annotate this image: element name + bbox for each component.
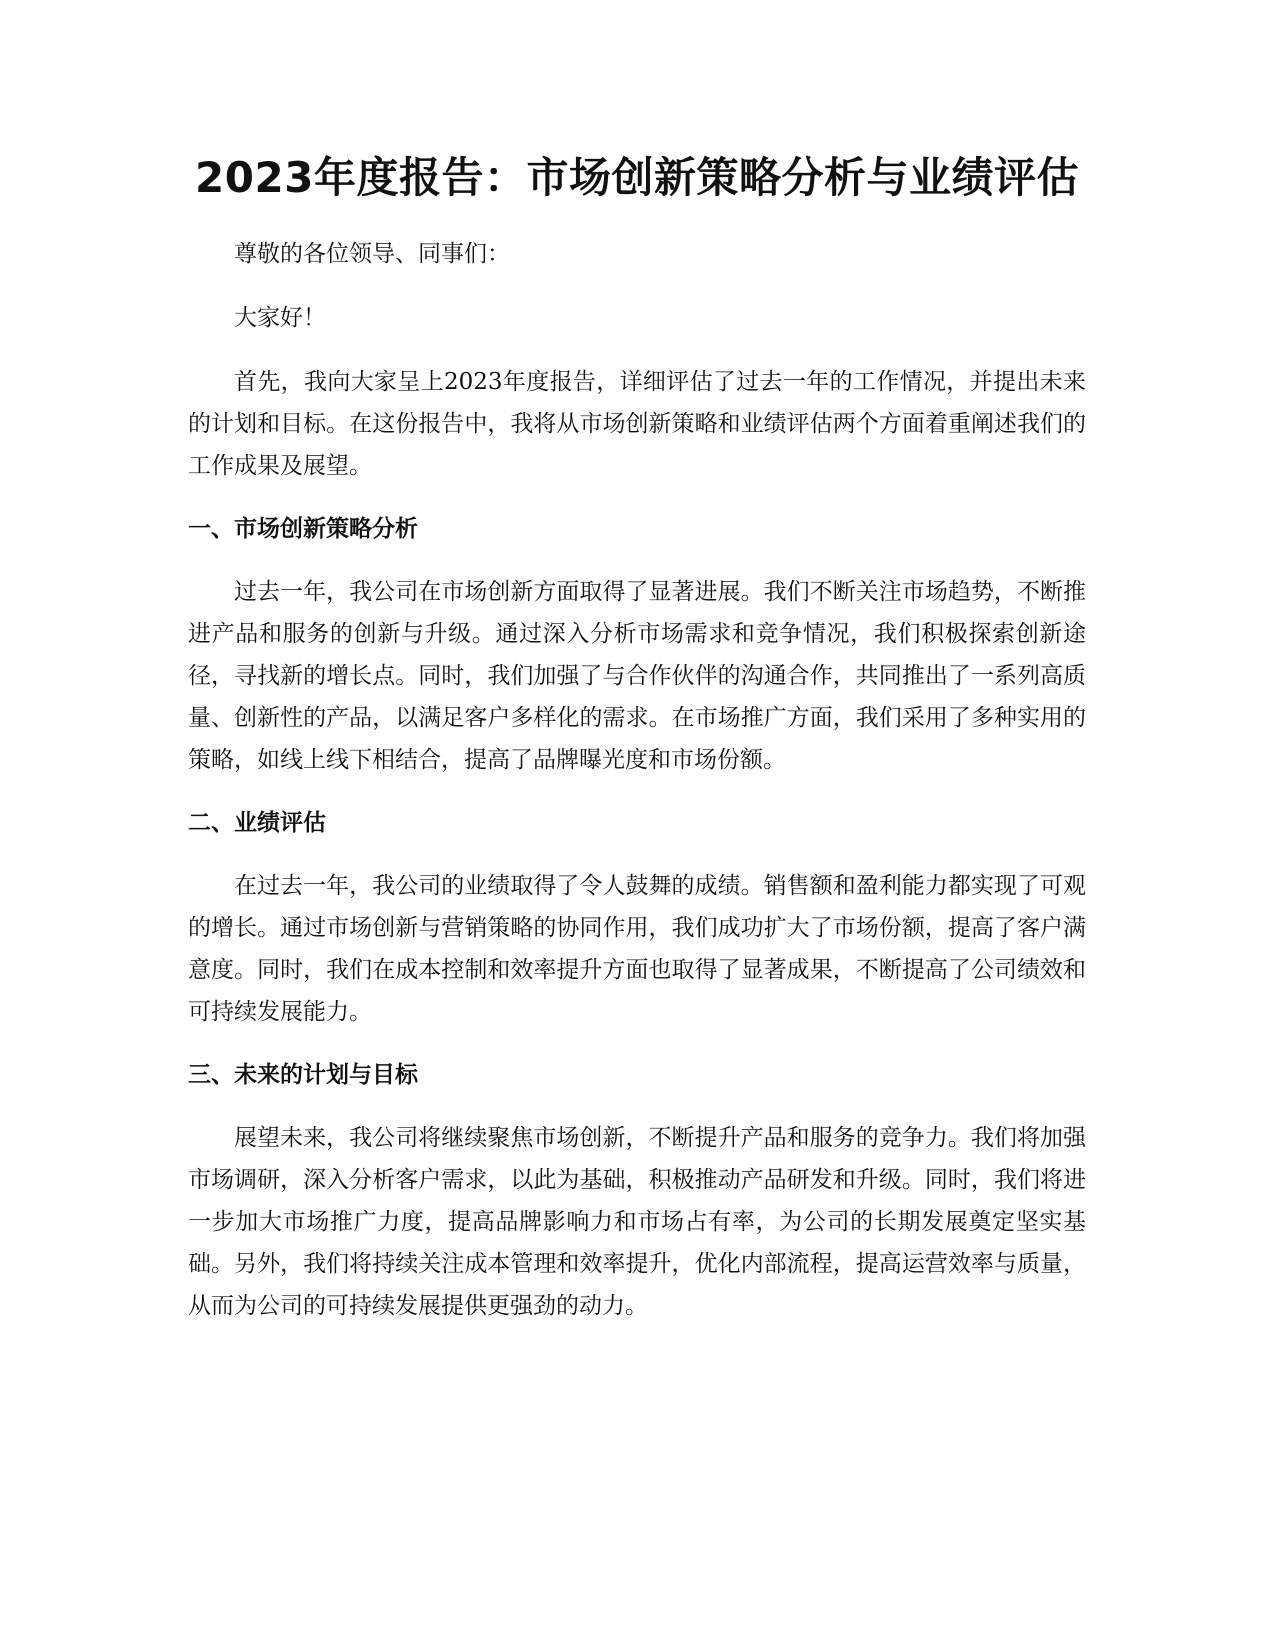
greeting-paragraph: 尊敬的各位领导、同事们： <box>234 241 510 267</box>
intro-paragraph: 首先，我向大家呈上2023年度报告，详细评估了过去一年的工作情况，并提出未来的计划和目标。在这份报告中，我将从市场创新策略和业绩评估两个方面着重阐述我们的工作成果及展望。 <box>188 369 1086 479</box>
section-heading-market-strategy: 一、市场创新策略分析 <box>188 516 418 542</box>
hello-paragraph: 大家好！ <box>234 305 326 331</box>
document-page <box>188 140 1086 1349</box>
section-body-performance: 在过去一年，我公司的业绩取得了令人鼓舞的成绩。销售额和盈利能力都实现了可观的增长。通过市场创新与营销策略的协同作用，我们成功扩大了市场份额，提高了客户满意度。同时，我们在成本控制和效率提升方面也取得了显著成果，不断提高了公司绩效和可持续发展能力。 <box>188 873 1086 1025</box>
section-body-future-plans: 展望未来，我公司将继续聚焦市场创新，不断提升产品和服务的竞争力。我们将加强市场调研，深入分析客户需求，以此为基础，积极推动产品研发和升级。同时，我们将进一步加大市场推广力度，提高品牌影响力和市场占有率，为公司的长期发展奠定坚实基础。另外，我们将持续关注成本管理和效率提升，优化内部流程，提高运营效率与质量，从而为公司的可持续发展提供更强劲的动力。 <box>188 1125 1086 1319</box>
section-heading-performance: 二、业绩评估 <box>188 810 326 836</box>
section-heading-future-plans: 三、未来的计划与目标 <box>188 1062 418 1088</box>
section-body-market-strategy: 过去一年，我公司在市场创新方面取得了显著进展。我们不断关注市场趋势，不断推进产品和服务的创新与升级。通过深入分析市场需求和竞争情况，我们积极探索创新途径，寻找新的增长点。同时，我们加强了与合作伙伴的沟通合作，共同推出了一系列高质量、创新性的产品，以满足客户多样化的需求。在市场推广方面，我们采用了多种实用的策略，如线上线下相结合，提高了品牌曝光度和市场份额。 <box>188 579 1086 773</box>
document-title: 2023年度报告：市场创新策略分析与业绩评估 <box>195 153 1079 202</box>
